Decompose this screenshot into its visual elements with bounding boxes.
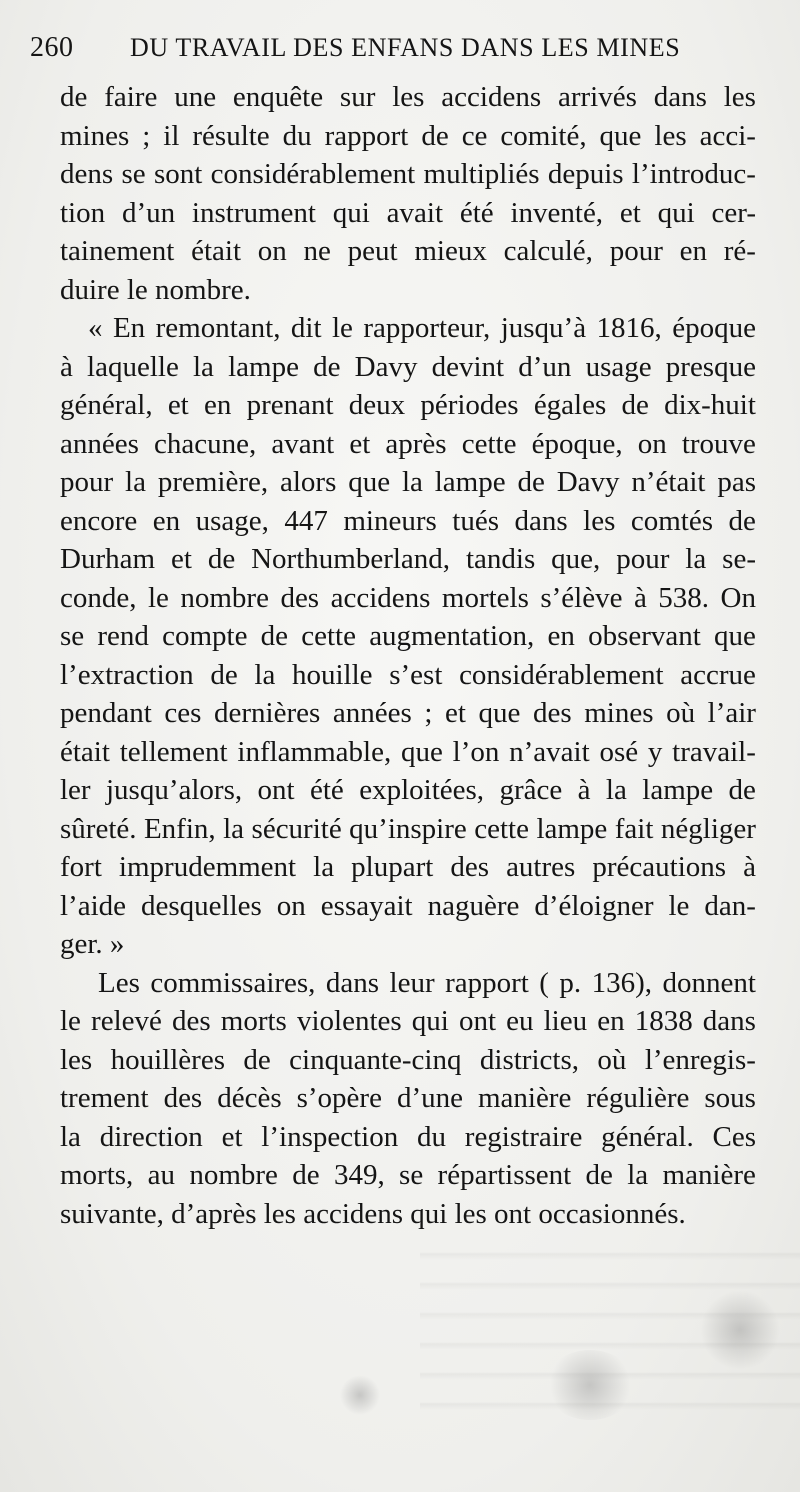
text-line: était tellement inflammable, que l’on n’avait osé y travail-: [60, 735, 756, 768]
text-line: à laquelle la lampe de Davy devint d’un usage presque: [60, 350, 756, 383]
body-text: [60, 78, 756, 1233]
text-line: « En remontant, dit le rapporteur, jusqu’à 1816, époque: [88, 312, 756, 344]
text-line: suivante, d’après les accidens qui les ont occasionnés.: [60, 1197, 686, 1230]
text-line: années chacune, avant et après cette époque, on trouve: [60, 427, 756, 460]
text-line: sûreté. Enfin, la sécurité qu’inspire cette lampe fait négliger: [60, 812, 756, 845]
text-line: se rend compte de cette augmentation, en observant que: [60, 620, 756, 652]
text-line: de faire une enquête sur les accidens arrivés dans les: [60, 81, 756, 113]
page-header: [30, 32, 770, 72]
text-line: ler jusqu’alors, ont été exploitées, grâce à la lampe de: [60, 774, 756, 806]
text-line: morts, au nombre de 349, se répartissent de la manière: [60, 1159, 756, 1191]
page-number: 260: [30, 32, 74, 63]
text-line: le relevé des morts violentes qui ont eu lieu en 1838 dans: [60, 1005, 756, 1037]
running-title: DU TRAVAIL DES ENFANS DANS LES MINES: [130, 33, 681, 62]
ink-smudge: [700, 1290, 780, 1370]
text-line: l’extraction de la houille s’est considérablement accrue: [60, 658, 756, 691]
text-line: pendant ces dernières années ; et que des mines où l’air: [60, 697, 756, 729]
text-line: Les commissaires, dans leur rapport ( p. 136), donnent: [98, 966, 756, 999]
text-line: trement des décès s’opère d’une manière régulière sous: [60, 1082, 756, 1114]
text-line: dens se sont considérablement multipliés depuis l’introduc-: [60, 158, 756, 190]
text-line: l’aide desquelles on essayait naguère d’éloigner le dan-: [60, 889, 756, 922]
ink-smudge: [545, 1350, 635, 1420]
text-line: mines ; il résulte du rapport de ce comité, que les acci-: [60, 119, 756, 152]
text-line: les houillères de cinquante-cinq districts, où l’enregis-: [60, 1043, 756, 1076]
text-line: tainement était on ne peut mieux calculé, pour en ré-: [60, 235, 756, 267]
text-line: pour la première, alors que la lampe de Davy n’était pas: [60, 466, 756, 498]
text-line: fort imprudemment la plupart des autres précautions à: [60, 851, 756, 883]
text-line: encore en usage, 447 mineurs tués dans les comtés de: [60, 504, 756, 537]
text-line: la direction et l’inspection du registraire général. Ces: [60, 1120, 756, 1153]
text-line: Durham et de Northumberland, tandis que, pour la se-: [60, 543, 756, 575]
text-line: tion d’un instrument qui avait été inventé, et qui cer-: [60, 196, 756, 229]
text-line: duire le nombre.: [60, 273, 251, 306]
ink-smudge: [340, 1375, 380, 1415]
text-line: conde, le nombre des accidens mortels s’élève à 538. On: [60, 581, 756, 614]
text-line: ger. »: [60, 928, 125, 960]
text-line: général, et en prenant deux périodes égales de dix-huit: [60, 389, 756, 421]
